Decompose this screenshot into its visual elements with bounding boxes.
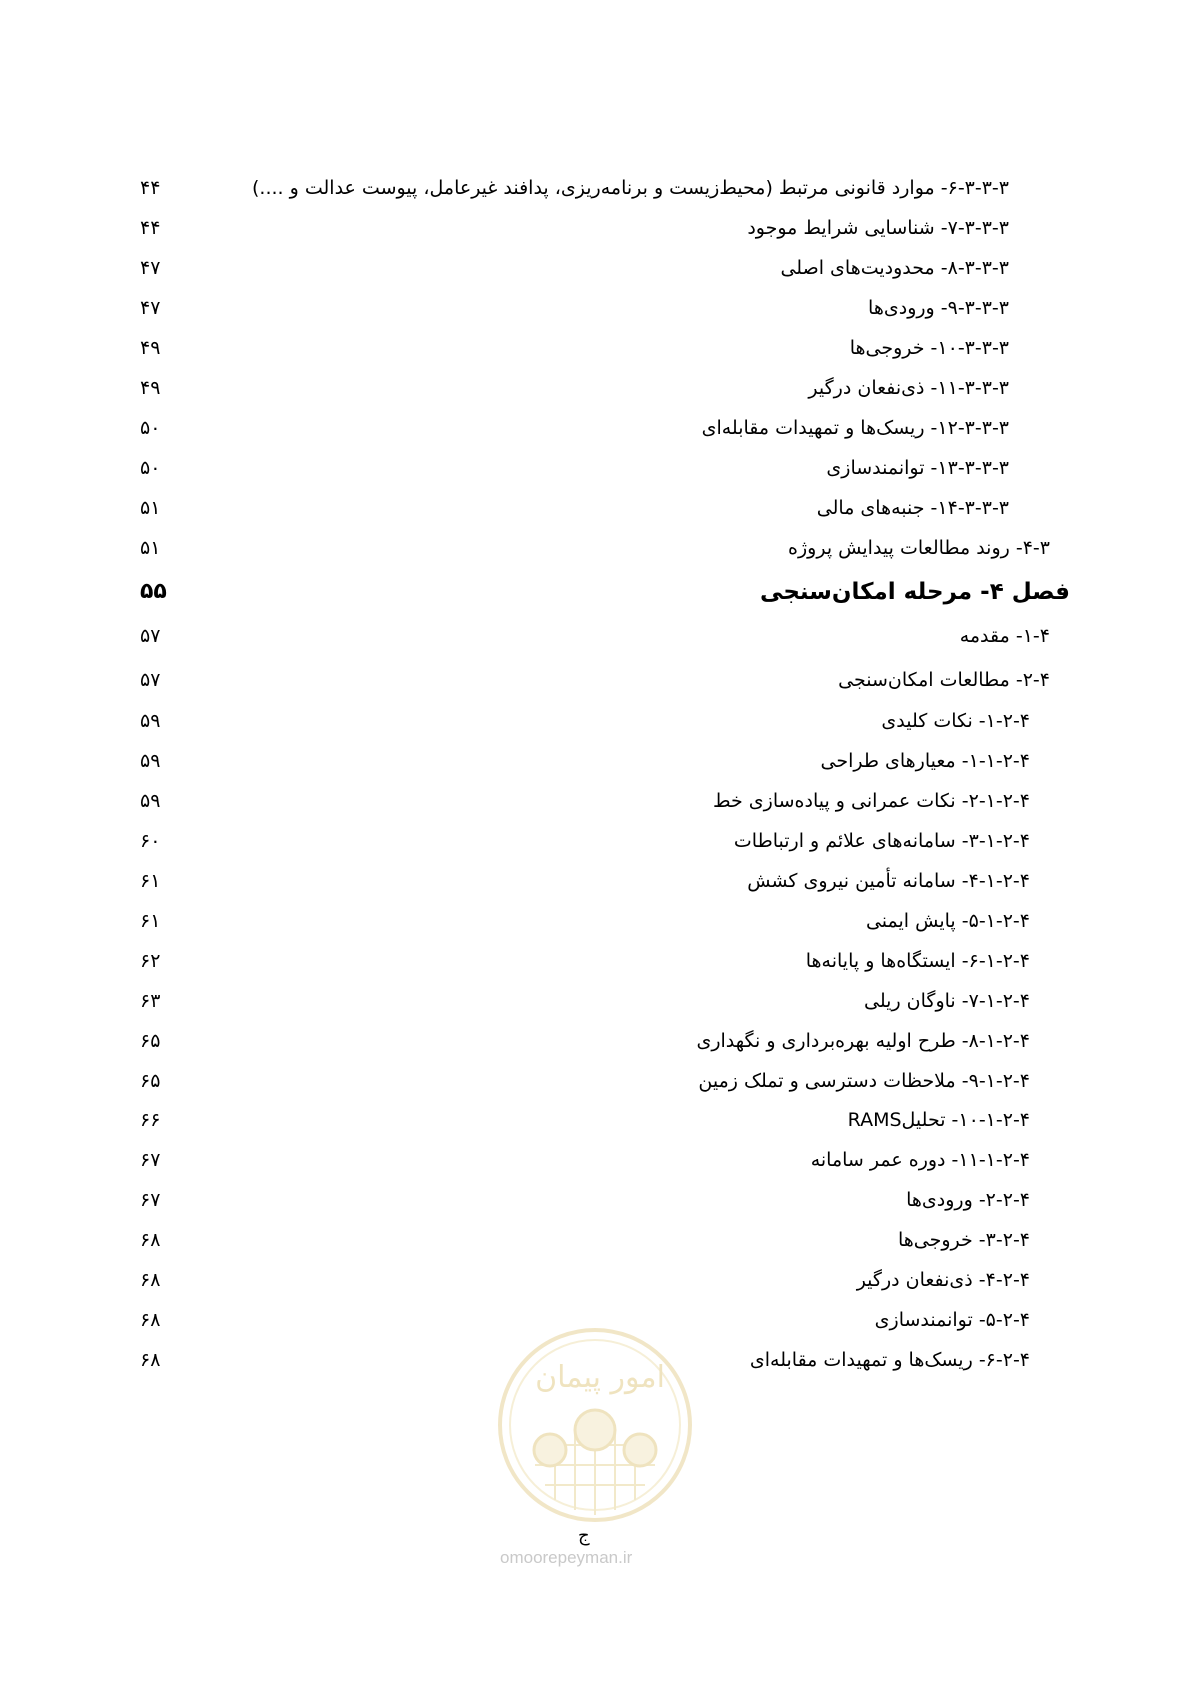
toc-entry-title: ۱-۴- مقدمه [959, 625, 1050, 647]
toc-entry-page: ۶۳ [140, 990, 161, 1012]
toc-entry-title: ۱۱-۳-۳-۳- ذی‌نفعان درگیر [808, 377, 1009, 399]
toc-entry-title: ۱۲-۳-۳-۳- ریسک‌ها و تمهیدات مقابله‌ای [701, 417, 1009, 439]
toc-entry[interactable] [140, 1180, 1070, 1220]
toc-entry[interactable] [140, 1140, 1070, 1180]
toc-entry[interactable] [140, 861, 1070, 901]
toc-entry[interactable] [140, 981, 1070, 1021]
toc-entry-title: ۹-۳-۳-۳- ورودی‌ها [868, 297, 1009, 319]
toc-entry-page: ۵۹ [140, 750, 161, 772]
toc-entry[interactable] [140, 660, 1070, 700]
toc-entry-title: ۴-۱-۲-۴- سامانه تأمین نیروی کشش [747, 870, 1030, 892]
toc-entry-page: ۴۹ [140, 337, 161, 359]
toc-entry-page: ۴۷ [140, 297, 161, 319]
toc-entry-title: ۴-۲-۴- ذی‌نفعان درگیر [856, 1269, 1030, 1291]
toc-entry-title: ۱۳-۳-۳-۳- توانمندسازی [826, 457, 1009, 479]
toc-entry-page: ۵۷ [140, 625, 161, 647]
toc-entry-page: ۶۱ [140, 870, 161, 892]
toc-entry-title: ۳-۲-۴- خروجی‌ها [897, 1229, 1030, 1251]
toc-entry-title: ۵-۲-۴- توانمندسازی [874, 1309, 1030, 1331]
toc-entry[interactable] [140, 1021, 1070, 1061]
toc-entry[interactable] [140, 616, 1070, 656]
toc-entry-title: ۹-۱-۲-۴- ملاحظات دسترسی و تملک زمین [698, 1070, 1030, 1092]
toc-entry-page: ۵۱ [140, 497, 161, 519]
toc-entry-title: ۷-۳-۳-۳- شناسایی شرایط موجود [747, 217, 1009, 239]
toc-entry[interactable] [140, 368, 1070, 408]
toc-entry-title: ۶-۱-۲-۴- ایستگاه‌ها و پایانه‌ها [805, 950, 1030, 972]
toc-entry-page: ۶۸ [140, 1229, 161, 1251]
toc-chapter-page: ۵۵ [140, 579, 167, 604]
toc-entry-title: ۳-۱-۲-۴- سامانه‌های علائم و ارتباطات [733, 830, 1030, 852]
toc-entry[interactable] [140, 288, 1070, 328]
toc-entry[interactable] [140, 408, 1070, 448]
toc-entry-page: ۴۴ [140, 177, 161, 199]
toc-entry-page: ۶۷ [140, 1189, 161, 1211]
toc-entry[interactable] [140, 448, 1070, 488]
toc-entry-title: ۷-۱-۲-۴- ناوگان ریلی [864, 990, 1030, 1012]
toc-entry-page: ۶۱ [140, 910, 161, 932]
toc-entry-title: ۱-۱-۲-۴- معیارهای طراحی [820, 750, 1030, 772]
toc-entry-page: ۵۷ [140, 669, 161, 691]
toc-entry[interactable] [140, 328, 1070, 368]
toc-entry[interactable] [140, 488, 1070, 528]
toc-entry-page: ۶۸ [140, 1269, 161, 1291]
watermark-site-text: omoorepeyman.ir [500, 1548, 633, 1567]
watermark-logo-icon [495, 1325, 695, 1525]
toc-entry-title: ۲-۲-۴- ورودی‌ها [906, 1189, 1030, 1211]
toc-entry-title: ۸-۳-۳-۳- محدودیت‌های اصلی [780, 257, 1009, 279]
toc-entry[interactable] [140, 741, 1070, 781]
toc-entry-title: ۱۰-۱-۲-۴- تحلیلRAMS [847, 1109, 1030, 1131]
toc-entry-page: ۶۵ [140, 1030, 161, 1052]
toc-entry-page: ۴۴ [140, 217, 161, 239]
toc-entry[interactable] [140, 1260, 1070, 1300]
toc-entry[interactable] [140, 248, 1070, 288]
toc-entry[interactable] [140, 1100, 1070, 1140]
toc-entry-page: ۵۰ [140, 457, 161, 479]
toc-entry-page: ۵۹ [140, 790, 161, 812]
toc-entry-title: ۶-۲-۴- ریسک‌ها و تمهیدات مقابله‌ای [749, 1349, 1030, 1371]
toc-chapter-entry[interactable] [140, 572, 1070, 612]
toc-entry[interactable] [140, 208, 1070, 248]
toc-entry-page: ۴۹ [140, 377, 161, 399]
toc-entry[interactable] [140, 528, 1070, 568]
toc-entry-title: ۸-۱-۲-۴- طرح اولیه بهره‌برداری و نگهداری [696, 1030, 1030, 1052]
toc-entry[interactable] [140, 701, 1070, 741]
toc-entry-title: ۲-۴- مطالعات امکان‌سنجی [838, 669, 1050, 691]
toc-entry-page: ۴۷ [140, 257, 161, 279]
toc-entry[interactable] [140, 781, 1070, 821]
toc-entry[interactable] [140, 941, 1070, 981]
toc-entry-title: ۱-۲-۴- نکات کلیدی [881, 710, 1030, 732]
watermark-logo-text: امور پیمان [535, 1360, 665, 1395]
toc-entry-page: ۶۰ [140, 830, 161, 852]
toc-entry-title: ۲-۱-۲-۴- نکات عمرانی و پیاده‌سازی خط [712, 790, 1030, 812]
toc-entry-title: ۴-۳- روند مطالعات پیدایش پروژه [788, 537, 1050, 559]
toc-entry-page: ۶۷ [140, 1149, 161, 1171]
toc-entry[interactable] [140, 168, 1070, 208]
toc-entry-page: ۶۸ [140, 1309, 161, 1331]
toc-entry-page: ۵۹ [140, 710, 161, 732]
toc-entry-title: ۱۱-۱-۲-۴- دوره عمر سامانه [810, 1149, 1030, 1171]
toc-entry-page: ۶۶ [140, 1109, 161, 1131]
toc-entry-page: ۶۵ [140, 1070, 161, 1092]
toc-entry[interactable] [140, 821, 1070, 861]
page-number: ج [578, 1525, 590, 1546]
toc-entry-page: ۶۲ [140, 950, 161, 972]
toc-entry-title: ۶-۳-۳-۳- موارد قانونی مرتبط (محیط‌زیست و برنامه‌ریزی، پدافند غیرعامل، پیوست عدالت و ....) [252, 177, 1009, 199]
toc-entry[interactable] [140, 901, 1070, 941]
toc-entry[interactable] [140, 1220, 1070, 1260]
toc-chapter-title: فصل ۴- مرحله امکان‌سنجی [760, 579, 1070, 605]
toc-entry-title: ۵-۱-۲-۴- پایش ایمنی [865, 910, 1030, 932]
toc-entry[interactable] [140, 1061, 1070, 1101]
toc-entry-page: ۶۸ [140, 1349, 161, 1371]
toc-entry-title: ۱۰-۳-۳-۳- خروجی‌ها [849, 337, 1009, 359]
toc-entry-title: ۱۴-۳-۳-۳- جنبه‌های مالی [816, 497, 1009, 519]
toc-entry-page: ۵۰ [140, 417, 161, 439]
toc-entry-page: ۵۱ [140, 537, 161, 559]
